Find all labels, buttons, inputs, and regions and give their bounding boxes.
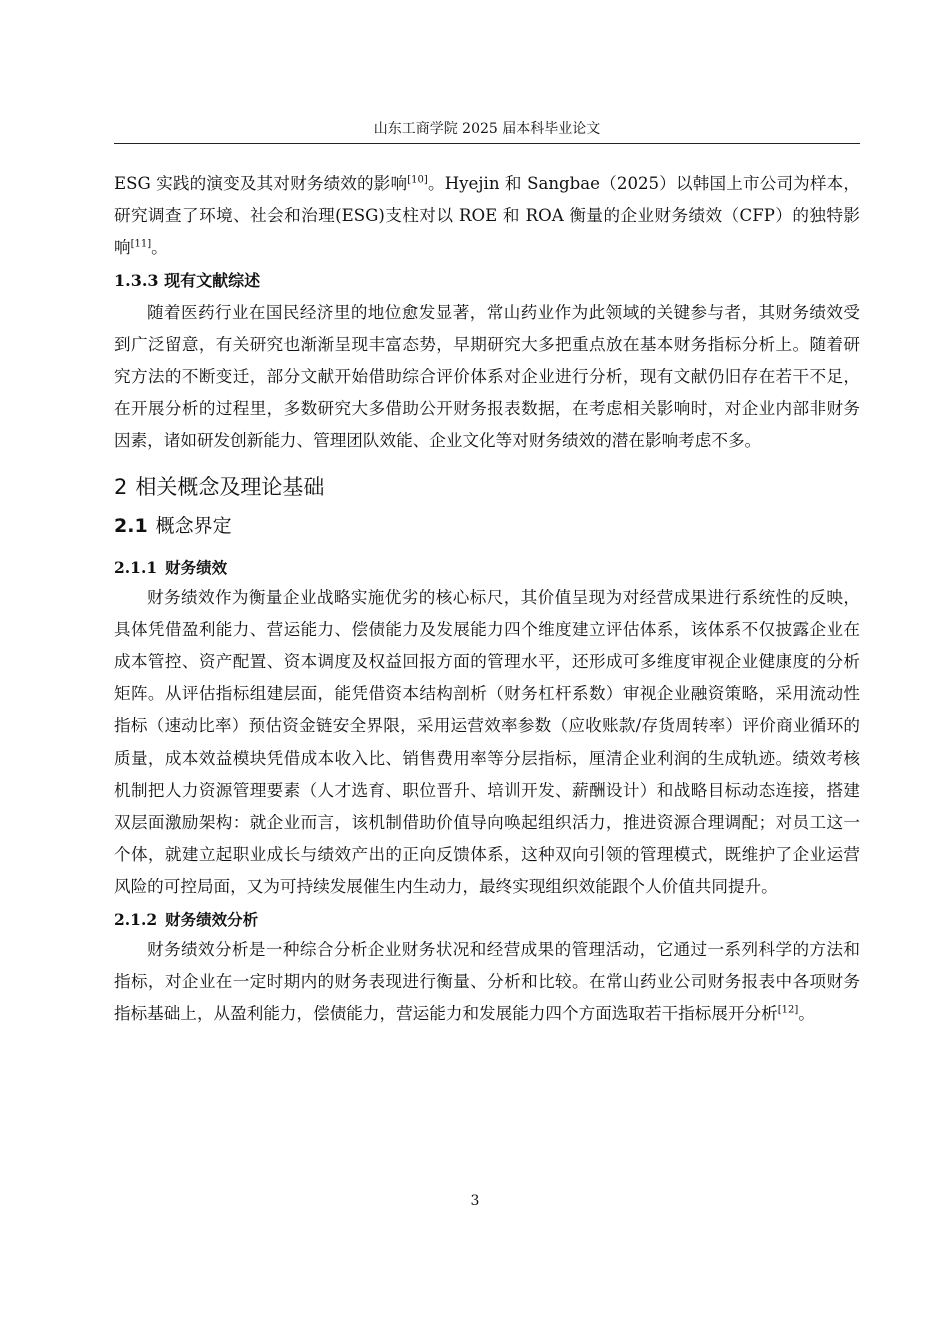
section-2-1-number: 2.1: [114, 514, 148, 537]
running-header: 山东工商学院 2025 届本科毕业论文: [373, 121, 601, 137]
section-2-1-2-paragraph: [114, 934, 860, 1031]
chapter-2-heading: [114, 472, 860, 502]
section-2-1-1-paragraph: 财务绩效作为衡量企业战略实施优劣的核心标尺，其价值呈现为对经营成果进行系统性的反映，具体凭借盈利能力、营运能力、偿债能力及发展能力四个维度建立评估体系，该体系不仅披露企业在成本管控、资产配置、资本调度及权益回报方面的管理水平，还形成可多维度审视企业健康度的分析矩阵。从评估指标组建层面，能凭借资本结构剖析（财务杠杆系数）审视企业融资策略，采用流动性指标（速动比率）预估资金链安全界限，采用运营效率参数（应收账款/存货周转率）评价商业循环的质量，成本效益模块凭借成本收入比、销售费用率等分层指标，厘清企业利润的生成轨迹。绩效考核机制把人力资源管理要素（人才选育、职位晋升、培训开发、薪酬设计）和战略目标动态连接，搭建双层面激励架构：就企业而言，该机制借助价值导向唤起组织活力，推进资源合理调配；对员工这一个体，就建立起职业成长与绩效产出的正向反馈体系，这种双向引领的管理模式，既维护了企业运营风险的可控局面，又为可持续发展催生内生动力，最终实现组织效能跟个人价值共同提升。: [114, 587, 860, 897]
section-1-3-3-heading: 1.3.3 现有文献综述: [114, 270, 261, 290]
header-rule: [114, 143, 860, 144]
section-2-1-2-number: 2.1.2: [114, 909, 158, 929]
page-number: 3: [470, 1193, 480, 1209]
intro-text-3: 。: [151, 238, 168, 258]
citation-11[interactable]: [11]: [130, 238, 152, 250]
intro-text-2: 。Hyejin 和 Sangbae（2025）以韩国上市公司为样本，研究调查了环境、社会和治理(ESG)支柱对以 ROE 和 ROA 衡量的企业财务绩效（CFP）的独特影响: [114, 174, 860, 258]
citation-10[interactable]: [10]: [407, 174, 428, 186]
chapter-2-number: 2: [114, 474, 128, 499]
citation-12[interactable]: [12]: [777, 1004, 799, 1016]
intro-text-1: ESG 实践的演变及其对财务绩效的影响: [114, 174, 408, 193]
section-1-3-3-paragraph: 随着医药行业在国民经济里的地位愈发显著，常山药业作为此领域的关键参与者，其财务绩效受到广泛留意，有关研究也渐渐呈现丰富态势，早期研究大多把重点放在基本财务指标分析上。随着研究方法的不断变迁，部分文献开始借助综合评价体系对企业进行分析，现有文献仍旧存在若干不足，在开展分析的过程里，多数研究大多借助公开财务报表数据，在考虑相关影响时，对企业内部非财务因素，诸如研发创新能力、管理团队效能、企业文化等对财务绩效的潜在影响考虑不多。: [114, 302, 860, 451]
intro-paragraph: [114, 168, 860, 265]
section-2-1-title: 概念界定: [155, 514, 232, 537]
section-2-1-1-number: 2.1.1: [114, 557, 158, 577]
section-2-1-2-title: 财务绩效分析: [165, 909, 259, 929]
page-body: [114, 168, 860, 1030]
section-2-1-1-heading: [114, 554, 860, 582]
chapter-2-title: 相关概念及理论基础: [135, 474, 325, 499]
section-2-1-2-text: 财务绩效分析是一种综合分析企业财务状况和经营成果的管理活动，它通过一系列科学的方法和指标，对企业在一定时期内的财务表现进行衡量、分析和比较。在常山药业公司财务报表中各项财务指标基础上，从盈利能力，偿债能力，营运能力和发展能力四个方面选取若干指标展开分析: [114, 939, 860, 1024]
section-2-1-1-title: 财务绩效: [165, 557, 228, 577]
section-2-1-heading: [114, 512, 860, 540]
section-2-1-2-end: 。: [798, 1004, 815, 1024]
section-2-1-2-heading: [114, 906, 860, 934]
